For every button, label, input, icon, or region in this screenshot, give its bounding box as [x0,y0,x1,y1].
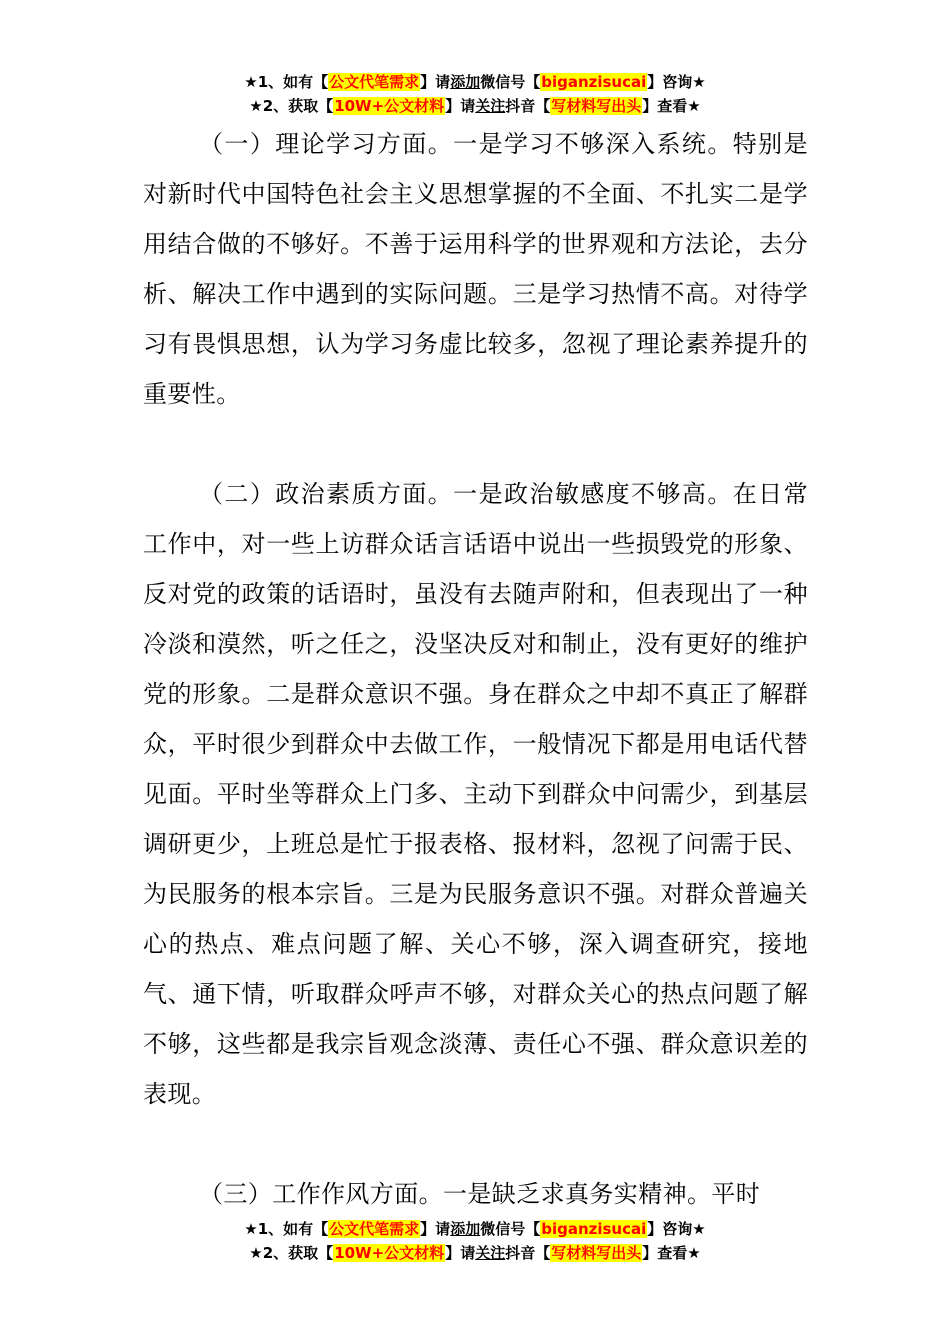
banner-highlight: 公文代笔需求 [329,1220,420,1238]
banner-emphasis: 关注 [475,1244,506,1262]
banner-highlight: 写材料写出头 [551,1244,642,1262]
banner-emphasis: 添加 [450,73,481,91]
banner-text: 】请 [445,97,476,115]
banner-highlight: 10W+公文材料 [334,1244,445,1262]
paragraph-spacer [143,419,808,469]
banner-line-2 [0,1241,950,1265]
paragraph-theory-study: （一）理论学习方面。一是学习不够深入系统。特别是对新时代中国特色社会主义思想掌握的不全面、不扎实二是学用结合做的不够好。不善于运用科学的世界观和方法论，去分析、解决工作中遇到的实际问题。三是学习热情不高。对待学习有畏惧思想，认为学习务虚比较多，忽视了理论素养提升的重要性。 [143,130,808,408]
paragraph-work-style: （三）工作作风方面。一是缺乏求真务实精神。平时 [199,1180,761,1208]
banner-emphasis: 添加 [450,1220,481,1238]
banner-text: 微信号【 [480,73,541,91]
banner-text: 】请 [445,1244,476,1262]
document-body [143,119,808,1219]
banner-text: 】请 [420,1220,451,1238]
banner-text: ★1、如有【 [244,1220,329,1238]
banner-highlight: 10W+公文材料 [334,97,445,115]
paragraph-political-quality: （二）政治素质方面。一是政治敏感度不够高。在日常工作中，对一些上访群众话言话语中说出一些损毁党的形象、反对党的政策的话语时，虽没有去随声附和，但表现出了一种冷淡和漠然，听之任之，没坚决反对和制止，没有更好的维护党的形象。二是群众意识不强。身在群众之中却不真正了解群众，平时很少到群众中去做工作，一般情况下都是用电话代替见面。平时坐等群众上门多、主动下到群众中问需少，到基层调研更少，上班总是忙于报表格、报材料，忽视了问需于民、为民服务的根本宗旨。三是为民服务意识不强。对群众普遍关心的热点、难点问题了解、关心不够，深入调查研究，接地气、通下情，听取群众呼声不够，对群众关心的热点问题了解不够，这些都是我宗旨观念淡薄、责任心不强、群众意识差的表现。 [143,480,808,1108]
banner-text: ★2、获取【 [249,1244,334,1262]
banner-text: 】查看★ [642,97,701,115]
paragraph-spacer [143,1119,808,1169]
banner-line-1 [0,70,950,94]
banner-text: ★2、获取【 [249,97,334,115]
banner-text: 】咨询★ [647,1220,706,1238]
banner-highlight: 写材料写出头 [551,97,642,115]
banner-text: ★1、如有【 [244,73,329,91]
banner-highlight: biganzisucai [541,73,647,91]
banner-text: 抖音【 [505,1244,551,1262]
banner-text: 】咨询★ [647,73,706,91]
banner-line-1 [0,1217,950,1241]
banner-line-2 [0,94,950,118]
banner-text: 】查看★ [642,1244,701,1262]
footer-banner [0,1217,950,1265]
banner-emphasis: 关注 [475,97,506,115]
banner-text: 微信号【 [480,1220,541,1238]
banner-text: 】请 [420,73,451,91]
banner-text: 抖音【 [505,97,551,115]
header-banner [0,70,950,118]
banner-highlight: biganzisucai [541,1220,647,1238]
banner-highlight: 公文代笔需求 [329,73,420,91]
